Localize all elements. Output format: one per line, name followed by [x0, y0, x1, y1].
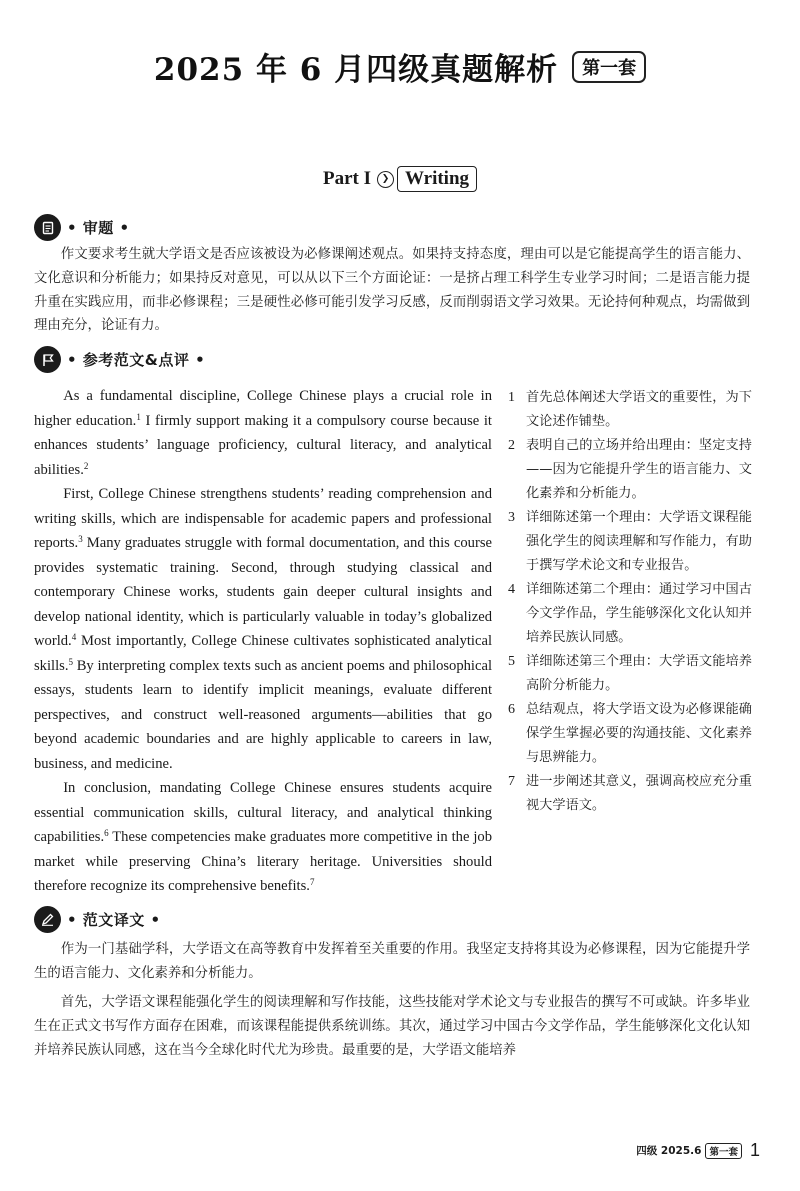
- essay-sentence: These competencies make graduates more competitive in the job market while preserving China’s literary heritage. Universities should therefore recognize its comprehensive benefits.: [34, 829, 492, 894]
- set-badge: 第一套: [572, 51, 646, 83]
- footer-set-badge: 第一套: [705, 1143, 742, 1159]
- comment-item: [508, 650, 752, 698]
- essay-comments: [508, 386, 752, 818]
- sample-essay: [34, 384, 492, 899]
- essay-sentence: I firmly support making it a compulsory course because it enhances students’ language proficiency, cultural literacy, and analytical abilities.: [34, 412, 492, 478]
- note-marker: 4: [71, 632, 77, 642]
- comment-item: [508, 434, 752, 506]
- note-marker: 3: [78, 534, 83, 544]
- comment-number: 5: [508, 654, 515, 669]
- note-marker: 2: [83, 460, 89, 471]
- comment-text: 表明自己的立场并给出理由：坚定支持——因为它能提升学生的语言能力、文化素养和分析能力。: [526, 438, 752, 501]
- comment-item: [508, 506, 752, 578]
- comment-text: 详细陈述第三个理由：大学语文能培养高阶分析能力。: [526, 654, 752, 693]
- comment-number: 1: [508, 390, 515, 405]
- part-name: Writing: [397, 166, 477, 192]
- comment-text: 进一步阐述其意义，强调高校应充分重视大学语文。: [526, 774, 752, 813]
- comment-item: [508, 386, 752, 434]
- part-heading: [0, 166, 800, 192]
- essay-sentence: First, College Chinese strengthens students’ reading comprehension and writing skills, which are indispensable for academic papers and professional reports.: [34, 486, 492, 551]
- essay-sentence: Most importantly, College Chinese cultivates sophisticated analytical skills.: [34, 633, 492, 674]
- chevron-right-icon: ❯: [377, 171, 394, 188]
- comment-number: 6: [508, 702, 515, 717]
- essay-sentence: By interpreting complex texts such as ancient poems and philosophical essays, students learn to identify implicit meanings, evaluate different perspectives, and construct well-reasoned arguments—abilities that go beyond academic boundaries and are highly applicable to careers in law, business, and medicine.: [34, 657, 492, 772]
- note-marker: 1: [136, 411, 141, 422]
- section-review-heading: [34, 214, 130, 241]
- essay-paragraph: [34, 482, 492, 776]
- comment-text: 总结观点，将大学语文设为必修课能确保学生掌握必要的沟通技能、文化素养与思辨能力。: [526, 702, 752, 765]
- document-icon: [34, 214, 61, 241]
- section-review-title: • 审题 •: [67, 219, 130, 237]
- comment-text: 详细陈述第二个理由：通过学习中国古今文学作品，学生能够深化文化认知并培养民族认同感。: [526, 582, 752, 645]
- essay-paragraph: [34, 384, 492, 482]
- essay-sentence: In conclusion, mandating College Chinese ensures students acquire essential communication skills, cultural literacy, and analytical thinking capabilities.: [34, 780, 492, 845]
- translation-paragraph-1: 作为一门基础学科，大学语文在高等教育中发挥着至关重要的作用。我坚定支持将其设为必修课程，因为它能提升学生的语言能力、文化素养和分析能力。: [34, 942, 750, 981]
- review-text: 作文要求考生就大学语文是否应该被设为必修课阐述观点。如果持支持态度，理由可以是它能提高学生的语言能力、文化意识和分析能力；如果持反对意见，可以从以下三个方面论证：一是挤占理工科学生专业学习时间；二是语言能力提升重在实践应用，而非必修课程；三是硬性必修可能引发学习反感，反而削弱语文学习效果。无论持何种观点，均需做到理由充分，论证有力。: [34, 247, 750, 334]
- note-marker: 7: [309, 877, 315, 887]
- flag-icon: [34, 346, 61, 373]
- comment-number: 3: [508, 510, 515, 525]
- note-marker: 5: [68, 656, 73, 667]
- footer-exam-label: 四级 2025.6: [636, 1145, 702, 1157]
- note-marker: 6: [104, 828, 109, 838]
- essay-sentence: Many graduates struggle with formal documentation, and this course provides systematic training. Second, through studying classical and contemporary Chinese works, students gain deeper cultural insights and develop national identity, which is particularly valuable in today’s globalized world.: [34, 535, 492, 649]
- section-translation-heading: [34, 906, 161, 933]
- comment-text: 首先总体阐述大学语文的重要性，为下文论述作铺垫。: [526, 390, 752, 429]
- comment-number: 2: [508, 438, 515, 453]
- comment-item: [508, 578, 752, 650]
- comment-item: [508, 770, 752, 818]
- translation-paragraph-2: 首先，大学语文课程能强化学生的阅读理解和写作技能，这些技能对学术论文与专业报告的撰写不可或缺。许多毕业生在正式文书写作方面存在困难，而该课程能提供系统训练。其次，通过学习中国古今文学作品，学生能够深化文化认知并培养民族认同感，这在当今全球化时代尤为珍贵。最重要的是，大学语文能培养: [34, 995, 750, 1058]
- comment-text: 详细陈述第一个理由：大学语文课程能强化学生的阅读理解和写作能力，有助于撰写学术论文和专业报告。: [526, 510, 752, 573]
- section-translation-title: • 范文译文 •: [67, 911, 161, 929]
- page-footer: [636, 1140, 760, 1161]
- title-row: [0, 44, 800, 89]
- page-number: 1: [749, 1140, 760, 1160]
- comment-number: 7: [508, 774, 515, 789]
- part-label: Part I: [322, 168, 371, 189]
- essay-sentence: As a fundamental discipline, College Chinese plays a crucial role in higher education.: [34, 388, 492, 429]
- essay-paragraph: [34, 776, 492, 899]
- page-title: 2025 年 6 月四级真题解析: [153, 52, 559, 88]
- pen-icon: [34, 906, 61, 933]
- comment-item: [508, 698, 752, 770]
- section-sample-heading: [34, 346, 205, 373]
- comment-number: 4: [508, 582, 515, 597]
- section-sample-title: • 参考范文&点评 •: [67, 351, 206, 369]
